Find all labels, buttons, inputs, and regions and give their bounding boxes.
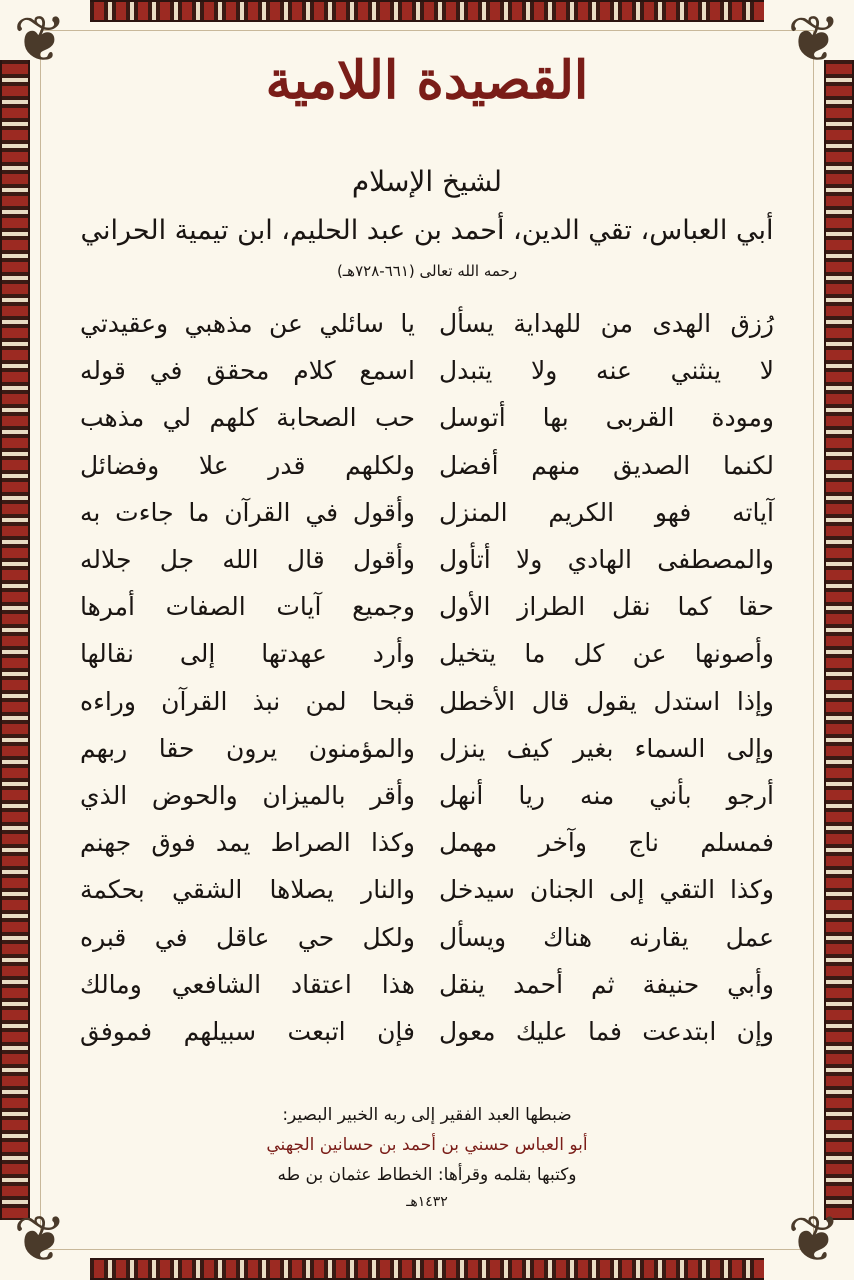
second-hemistich: عمل يقارنه هناك ويسأل: [439, 922, 774, 952]
first-hemistich: وجميع آيات الصفات أمرها: [80, 592, 415, 622]
verse: [80, 819, 774, 866]
credit-line: ضبطها العبد الفقير إلى ربه الخبير البصير:: [282, 1105, 572, 1125]
verse: [80, 913, 774, 960]
corner-ornament-icon: ❦: [13, 1203, 67, 1277]
author-prefix: لشيخ الإسلام: [351, 165, 503, 198]
verse: [80, 536, 774, 583]
first-hemistich: حب الصحابة كلهم لي مذهب: [80, 403, 415, 433]
first-hemistich: فإن اتبعت سبيلهم فموفق: [80, 1016, 415, 1046]
first-hemistich: قبحا لمن نبذ القرآن وراءه: [80, 686, 415, 716]
second-hemistich: آياته فهو الكريم المنزل: [439, 497, 774, 527]
first-hemistich: والنار يصلاها الشقي بحكمة: [80, 875, 415, 905]
second-hemistich: أرجو بأني منه ريا أنهل: [439, 780, 774, 810]
second-hemistich: وإلى السماء بغير كيف ينزل: [439, 733, 774, 763]
verse: [80, 866, 774, 913]
verse: [80, 1008, 774, 1055]
second-hemistich: فمسلم ناج وآخر مهمل: [439, 828, 774, 858]
verse: [80, 772, 774, 819]
author-name: أبي العباس، تقي الدين، أحمد بن عبد الحليم، ابن تيمية الحراني: [80, 215, 774, 246]
second-hemistich: وكذا التقي إلى الجنان سيدخل: [439, 875, 774, 905]
corner-ornament-icon: ❦: [13, 3, 67, 77]
verse: [80, 300, 774, 347]
verse: [80, 961, 774, 1008]
first-hemistich: ولكل حي عاقل في قبره: [80, 922, 415, 952]
first-hemistich: وأقول قال الله جل جلاله: [80, 545, 415, 575]
poem-body: [80, 300, 774, 1055]
first-hemistich: هذا اعتقاد الشافعي ومالك: [80, 969, 415, 999]
second-hemistich: حقا كما نقل الطراز الأول: [439, 592, 774, 622]
verse: [80, 678, 774, 725]
second-hemistich: وأصونها عن كل ما يتخيل: [439, 639, 774, 669]
credit-year: ١٤٣٢هـ: [406, 1194, 448, 1210]
first-hemistich: ولكلهم قدر علا وفضائل: [80, 450, 415, 480]
second-hemistich: ومودة القربى بها أتوسل: [439, 403, 774, 433]
verse: [80, 725, 774, 772]
second-hemistich: وإذا استدل يقول قال الأخطل: [439, 686, 774, 716]
verse: [80, 347, 774, 394]
second-hemistich: والمصطفى الهادي ولا أتأول: [439, 545, 774, 575]
first-hemistich: وكذا الصراط يمد فوق جهنم: [80, 828, 415, 858]
corner-ornament-icon: ❦: [787, 3, 841, 77]
first-hemistich: اسمع كلام محقق في قوله: [80, 356, 415, 386]
second-hemistich: وإن ابتدعت فما عليك معول: [439, 1016, 774, 1046]
first-hemistich: والمؤمنون يرون حقا ربهم: [80, 733, 415, 763]
verse: [80, 583, 774, 630]
poem-title: القصيدة اللامية: [265, 50, 589, 111]
credit-line: أبو العباس حسني بن أحمد بن حسانين الجهني: [266, 1135, 588, 1155]
corner-ornament-icon: ❦: [787, 1203, 841, 1277]
first-hemistich: وأقر بالميزان والحوض الذي: [80, 780, 415, 810]
second-hemistich: لكنما الصديق منهم أفضل: [439, 450, 774, 480]
second-hemistich: لا ينثني عنه ولا يتبدل: [439, 356, 774, 386]
second-hemistich: رُزق الهدى من للهداية يسأل: [439, 309, 774, 339]
second-hemistich: وأبي حنيفة ثم أحمد ينقل: [439, 969, 774, 999]
verse: [80, 394, 774, 441]
bottom-border: [90, 1258, 764, 1280]
verse: [80, 630, 774, 677]
credits: [0, 1100, 854, 1214]
verse: [80, 442, 774, 489]
top-border: [90, 0, 764, 22]
author-dates: رحمه الله تعالى (٦٦١-٧٢٨هـ): [336, 262, 518, 280]
first-hemistich: يا سائلي عن مذهبي وعقيدتي: [80, 309, 415, 339]
credit-line: وكتبها بقلمه وقرأها: الخطاط عثمان بن طه: [277, 1165, 577, 1185]
verse: [80, 489, 774, 536]
first-hemistich: وأقول في القرآن ما جاءت به: [80, 497, 415, 527]
first-hemistich: وأرد عهدتها إلى نقالها: [80, 639, 415, 669]
